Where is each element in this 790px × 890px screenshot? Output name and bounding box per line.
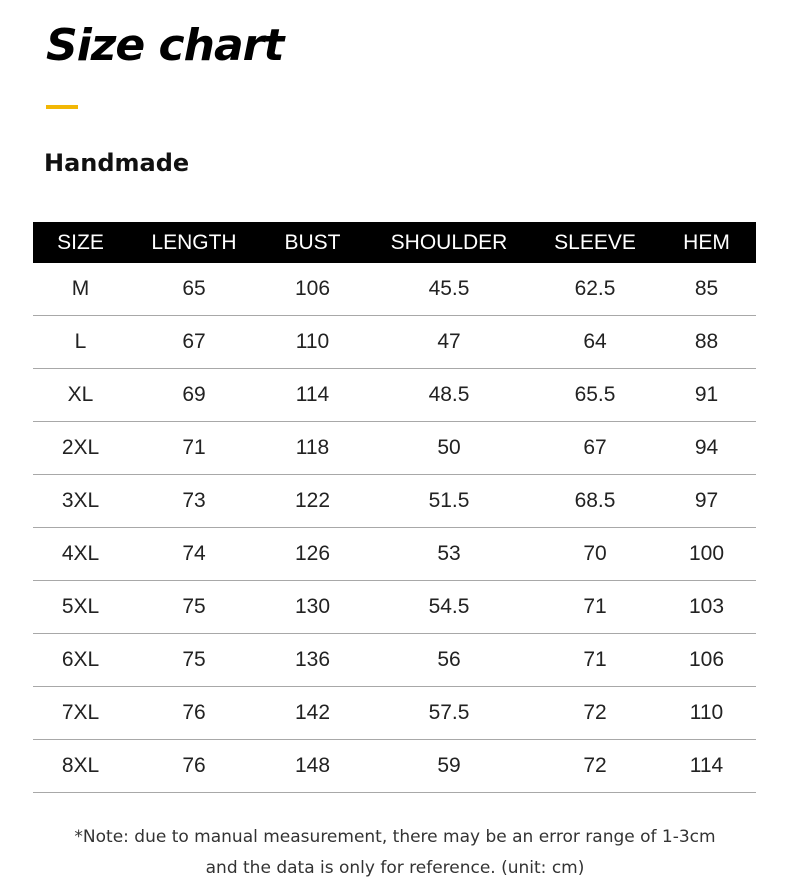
cell-size: M [33,263,128,316]
note-line-2: and the data is only for reference. (unit: cm) [205,858,585,878]
cell-hem: 85 [657,263,756,316]
cell-hem: 110 [657,687,756,740]
measurement-note [0,822,790,884]
cell-length: 74 [128,528,260,581]
cell-bust: 114 [260,369,365,422]
table-row [33,369,756,422]
cell-sleeve: 72 [533,687,657,740]
cell-size: 8XL [33,740,128,793]
cell-bust: 110 [260,316,365,369]
table-row [33,475,756,528]
cell-hem: 103 [657,581,756,634]
column-header-hem: HEM [657,222,756,263]
cell-shoulder: 57.5 [365,687,533,740]
cell-length: 67 [128,316,260,369]
cell-sleeve: 72 [533,740,657,793]
cell-size: L [33,316,128,369]
cell-hem: 106 [657,634,756,687]
table-row [33,581,756,634]
cell-size: 4XL [33,528,128,581]
cell-size: 5XL [33,581,128,634]
section-subtitle: Handmade [44,149,190,177]
table-row [33,687,756,740]
cell-bust: 122 [260,475,365,528]
cell-size: 6XL [33,634,128,687]
cell-bust: 130 [260,581,365,634]
column-header-sleeve: SLEEVE [533,222,657,263]
cell-sleeve: 68.5 [533,475,657,528]
cell-length: 73 [128,475,260,528]
cell-size: 2XL [33,422,128,475]
title-accent-bar [46,105,78,109]
cell-sleeve: 71 [533,581,657,634]
column-header-bust: BUST [260,222,365,263]
table-row [33,316,756,369]
cell-bust: 118 [260,422,365,475]
cell-size: 7XL [33,687,128,740]
cell-size: 3XL [33,475,128,528]
column-header-length: LENGTH [128,222,260,263]
cell-shoulder: 56 [365,634,533,687]
table-row [33,528,756,581]
cell-hem: 97 [657,475,756,528]
page-title: Size chart [46,20,284,71]
cell-length: 69 [128,369,260,422]
cell-bust: 142 [260,687,365,740]
cell-sleeve: 71 [533,634,657,687]
cell-shoulder: 47 [365,316,533,369]
cell-size: XL [33,369,128,422]
cell-length: 76 [128,687,260,740]
table-row [33,740,756,793]
cell-length: 71 [128,422,260,475]
table-body [33,263,756,793]
cell-length: 75 [128,634,260,687]
cell-shoulder: 59 [365,740,533,793]
cell-sleeve: 65.5 [533,369,657,422]
cell-shoulder: 48.5 [365,369,533,422]
cell-bust: 126 [260,528,365,581]
cell-sleeve: 67 [533,422,657,475]
cell-shoulder: 54.5 [365,581,533,634]
cell-hem: 88 [657,316,756,369]
cell-shoulder: 50 [365,422,533,475]
cell-sleeve: 64 [533,316,657,369]
cell-hem: 91 [657,369,756,422]
cell-shoulder: 45.5 [365,263,533,316]
table-header-row [33,222,756,263]
cell-bust: 106 [260,263,365,316]
cell-hem: 94 [657,422,756,475]
table-row [33,422,756,475]
cell-sleeve: 70 [533,528,657,581]
cell-hem: 114 [657,740,756,793]
cell-bust: 136 [260,634,365,687]
cell-sleeve: 62.5 [533,263,657,316]
cell-bust: 148 [260,740,365,793]
cell-length: 76 [128,740,260,793]
note-line-1: *Note: due to manual measurement, there may be an error range of 1-3cm [74,827,716,847]
cell-shoulder: 53 [365,528,533,581]
size-table [33,222,756,793]
table-row [33,263,756,316]
cell-hem: 100 [657,528,756,581]
cell-length: 75 [128,581,260,634]
table-row [33,634,756,687]
column-header-shoulder: SHOULDER [365,222,533,263]
cell-shoulder: 51.5 [365,475,533,528]
cell-length: 65 [128,263,260,316]
column-header-size: SIZE [33,222,128,263]
